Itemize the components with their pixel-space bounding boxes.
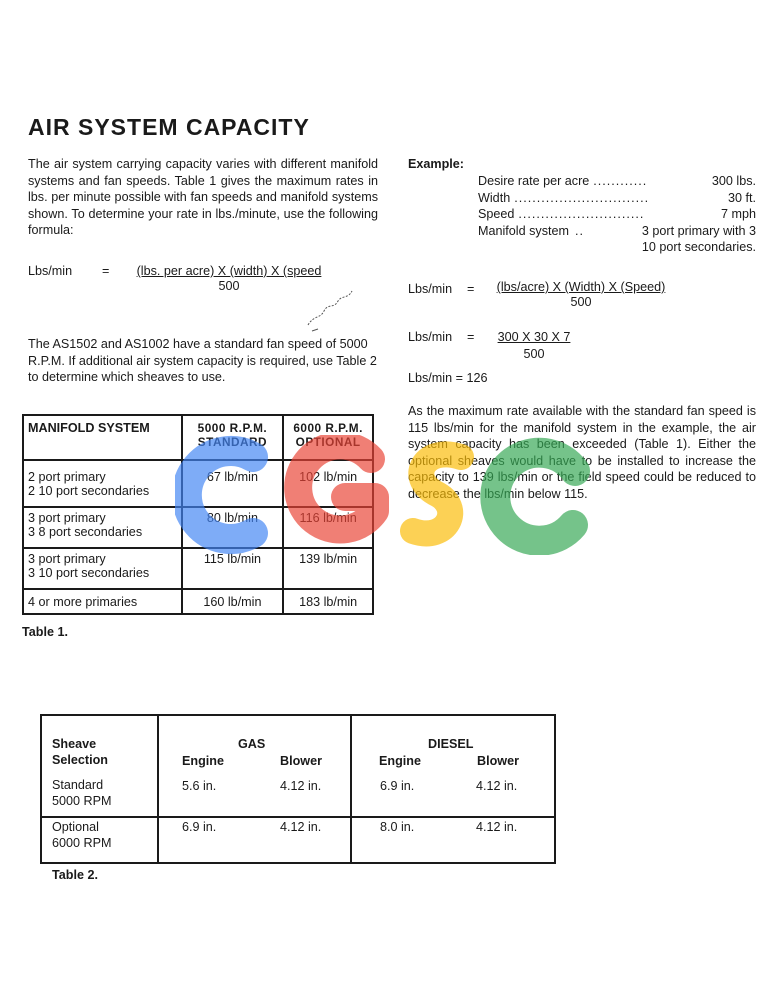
gas-engine-header: Engine	[182, 754, 224, 768]
example-item-label: Width	[478, 190, 511, 205]
example-conclusion: As the maximum rate available with the standard fan speed is 115 lbs/min for the manifold system in the example, the air system capacity has been exceeded (Table 1). Either the optional sheaves would have to be installed to increase the capacity to 139 lbs/min or the field speed could be reduced to decrease the lbs/min below 115.	[408, 404, 756, 501]
formula-denominator: 500	[218, 279, 240, 293]
example-result: Lbs/min = 126	[408, 371, 488, 385]
optional-value: 116 lb/min	[283, 507, 373, 548]
table-1-header-row	[23, 415, 373, 460]
manifold-line2: 3 8 port secondaries	[28, 525, 143, 539]
optional-value: 183 lb/min	[283, 589, 373, 614]
example-formula2-numerator: 300 X 30 X 7	[497, 330, 571, 344]
standard-header-top: 5000 R.P.M.	[197, 421, 268, 435]
optional-value: 102 lb/min	[283, 460, 373, 507]
manifold-cell	[23, 548, 182, 589]
gas-engine-value: 5.6 in.	[182, 779, 217, 793]
gas-blower-value: 4.12 in.	[280, 779, 322, 793]
gas-blower-header: Blower	[280, 754, 322, 768]
example-item-value: 30 ft.	[727, 190, 756, 205]
example-heading: Example:	[408, 157, 464, 171]
example-list	[478, 173, 756, 256]
standard-header-bottom: STANDARD	[197, 435, 268, 449]
optional-value: 139 lb/min	[283, 548, 373, 589]
standard-value: 80 lb/min	[182, 507, 284, 548]
manifold-line1: 3 port primary	[28, 552, 106, 566]
diesel-blower-header: Blower	[477, 754, 519, 768]
example-item-speed	[478, 206, 756, 223]
manifold-cell: 4 or more primaries	[23, 589, 182, 614]
table-row	[23, 589, 373, 614]
leader-dots: ............................	[518, 207, 645, 221]
example-formula2-fraction	[484, 330, 584, 361]
intro-paragraph: The air system carrying capacity varies with different manifold systems and fan speeds. Table 1 gives the maximum rates in lbs. per minute possible with fan speeds and manifold systems shown. To determine your rate in lbs./minute, use the following formula:	[28, 157, 378, 237]
diesel-engine-header: Engine	[379, 754, 421, 768]
example-item-manifold	[478, 223, 756, 240]
optional-header	[283, 415, 373, 460]
formula-numerator: (lbs. per acre) X (width) X (speed	[136, 264, 322, 278]
example-item-label: Manifold system	[478, 223, 569, 238]
gas-header: GAS	[238, 737, 266, 751]
example-manifold-cont: 10 port secondaries.	[641, 240, 756, 254]
fan-speed-note: The AS1502 and AS1002 have a standard fan speed of 5000 R.P.M. If additional air system capacity is required, use Table 2 to determine which sheaves to use.	[28, 337, 377, 384]
manifold-line1: 3 port primary	[28, 511, 106, 525]
formula-equals: =	[102, 264, 110, 278]
standard-header	[182, 415, 284, 460]
leader-dots: ..	[575, 223, 584, 238]
manifold-line1: 2 port primary	[28, 470, 106, 484]
gas-engine-value: 6.9 in.	[182, 820, 217, 834]
example-item-label: Speed	[478, 207, 515, 221]
diesel-blower-value: 4.12 in.	[476, 779, 518, 793]
standard-value: 160 lb/min	[182, 589, 284, 614]
example-item-label: Desire rate per acre	[478, 174, 590, 188]
sheave-row-line2: 5000 RPM	[52, 794, 112, 808]
sheave-header-line2: Selection	[52, 753, 108, 767]
sheave-row-line1: Optional	[52, 820, 99, 834]
optional-header-top: 6000 R.P.M.	[293, 421, 363, 435]
example-item-value: 300 lbs.	[711, 174, 756, 188]
manifold-header: MANIFOLD SYSTEM	[23, 415, 182, 460]
example-formula1-label: Lbs/min	[408, 282, 453, 296]
table-2-divider	[157, 716, 159, 862]
table-1	[22, 414, 374, 615]
example-item-value: 7 mph	[720, 207, 756, 221]
table-2	[40, 714, 556, 864]
manifold-cell	[23, 460, 182, 507]
table-row	[23, 460, 373, 507]
manifold-line2: 3 10 port secondaries	[28, 566, 150, 580]
diesel-blower-value: 4.12 in.	[476, 820, 518, 834]
table-2-divider	[42, 816, 554, 818]
example-formula2-label: Lbs/min	[408, 330, 453, 344]
diesel-engine-value: 6.9 in.	[380, 779, 415, 793]
page-title: AIR SYSTEM CAPACITY	[28, 114, 310, 140]
example-formula1-equals: =	[467, 282, 475, 296]
table-row	[23, 507, 373, 548]
manifold-line2: 2 10 port secondaries	[28, 484, 150, 498]
table-2-caption: Table 2.	[52, 868, 98, 882]
leader-dots: ............	[593, 174, 648, 188]
sheave-row-line1: Standard	[52, 778, 104, 792]
example-formula2-equals: =	[467, 330, 475, 344]
table-1-caption: Table 1.	[22, 625, 68, 639]
table-row	[23, 548, 373, 589]
gas-blower-value: 4.12 in.	[280, 820, 322, 834]
example-formula1-fraction	[482, 280, 680, 309]
optional-header-bottom: OPTIONAL	[295, 435, 361, 449]
standard-value: 115 lb/min	[182, 548, 284, 589]
example-item-rate	[478, 173, 756, 190]
sheave-header-line1: Sheave	[52, 737, 97, 751]
sheave-row-line2: 6000 RPM	[52, 836, 112, 850]
manifold-cell	[23, 507, 182, 548]
example-item-value: 3 port primary with 3	[641, 223, 756, 238]
diesel-engine-value: 8.0 in.	[380, 820, 415, 834]
standard-value: 67 lb/min	[182, 460, 284, 507]
formula-label: Lbs/min	[28, 264, 73, 278]
example-formula1-numerator: (lbs/acre) X (Width) X (Speed)	[496, 280, 666, 294]
leader-dots: ..............................	[514, 190, 650, 205]
diesel-header: DIESEL	[428, 737, 474, 751]
example-item-width	[478, 190, 756, 207]
handwritten-scribble	[300, 285, 360, 335]
example-formula1-denominator: 500	[570, 295, 592, 309]
table-2-divider	[350, 716, 352, 862]
example-formula2-denominator: 500	[523, 347, 545, 361]
